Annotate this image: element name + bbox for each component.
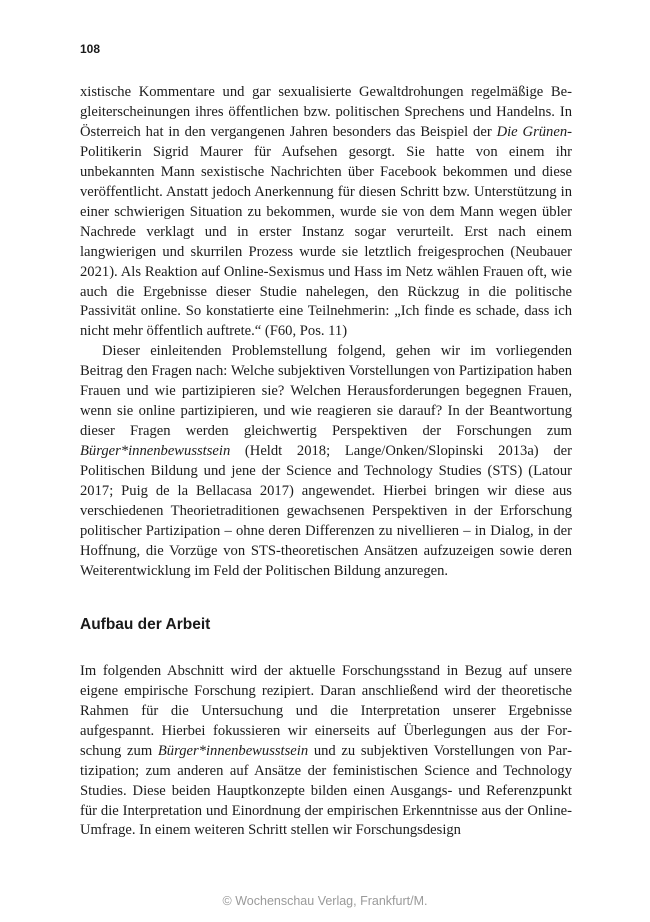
section-heading: Aufbau der Arbeit [80, 615, 211, 633]
paragraph-2 [80, 342, 572, 581]
page-number: 108 [80, 42, 101, 56]
text-run: -Politikerin Sigrid Maurer für Aufsehen gesorgt. Sie hatte von einem ihr unbekannten Mann sexistische Nachrichten über Facebook bekommen und diese veröffentlicht. Anstatt jedoch Anerkennung für diesen Schritt bzw. Unterstützung in einer schwierigen Situation zu bekommen, wurde sie von dem Mann wegen übler Nachrede verklagt und in erster Instanz sogar verurteilt. Erst nach einem langwierigen und skurrilen Prozess wurde sie letztlich freigesprochen (Neubauer 2021). Als Reaktion auf Online-Sexismus und Hass im Netz wählen Frauen oft, wie auch die Ergebnisse dieser Studie nahelegen, den Rückzug in die politische Passivität online. So konstatierte eine Teilnehmerin: „Ich finde es schade, dass ich nicht mehr öffentlich auftrete.“ (F60, Pos. 11) [80, 123, 572, 340]
paragraph-3 [80, 662, 572, 842]
text-run: und zu subjektiven Vorstellungen von Partizipation; zum anderen auf Ansätze der feministischen Science and Technology Studies. Diese beiden Hauptkonzepte bilden einen Ausgangs- und Referenzpunkt für die Interpretation und Einordnung der empirischen Erkenntnisse aus der Online-Umfrage. In einem weiteren Schritt stellen wir Forschungsdesign [80, 742, 572, 839]
body-text [80, 83, 572, 841]
text-run: Dieser einleitenden Problemstellung folgend, gehen wir im vorliegenden Beitrag den Fragen nach: Welche subjektiven Vorstellungen von Partizipation haben Frauen und wie partizipieren sie? Welchen Herausforderungen begegnen Frauen, wenn sie online partizipieren, und wie reagieren sie darauf? In der Beantwortung dieser Fragen werden gleichwertig Perspektiven der Forschungen zum [80, 343, 572, 440]
paragraph-1 [80, 83, 572, 342]
text-run: Im folgenden Abschnitt wird der aktuelle Forschungsstand in Bezug auf unsere eigene empirische Forschung rezipiert. Daran anschließend wird der theoretische Rahmen für die Untersuchung und die Interpretation unserer Ergebnisse aufgespannt. Hierbei fokussieren wir einerseits auf Überlegungen aus der Forschung zum [80, 662, 572, 759]
italic-run: Bürger*innenbewusstsein [157, 742, 309, 759]
text-run: xistische Kommentare und gar sexualisierte Gewaltdrohungen regelmäßige Begleiterscheinungen ihres öffentlichen bzw. politischen Sprechens und Handelns. In Österreich hat in den vergangenen Jahren besonders das Beispiel der [80, 84, 572, 140]
italic-run: Die Grünen [496, 123, 568, 140]
italic-run: Bürger*innenbewusstsein [80, 443, 231, 460]
text-run: (Heldt 2018; Lange/Onken/Slopinski 2013a) der Politischen Bildung und jene der Science and Technology Studies (STS) (Latour 2017; Puig de la Bellacasa 2017) angewendet. Hierbei bringen wir diese aus verschiedenen Theorietraditionen gewachsenen Perspektiven in der Erforschung politischer Partizipation – ohne deren Differenzen zu nivellieren – in Dialog, in der Hoffnung, die Vorzüge von STS-theoretischen Ansätzen aufzuzeigen sowie deren Weiterentwicklung im Feld der Politischen Bildung anzuregen. [80, 443, 572, 579]
copyright-footer: © Wochenschau Verlag, Frankfurt/M. [222, 894, 428, 908]
